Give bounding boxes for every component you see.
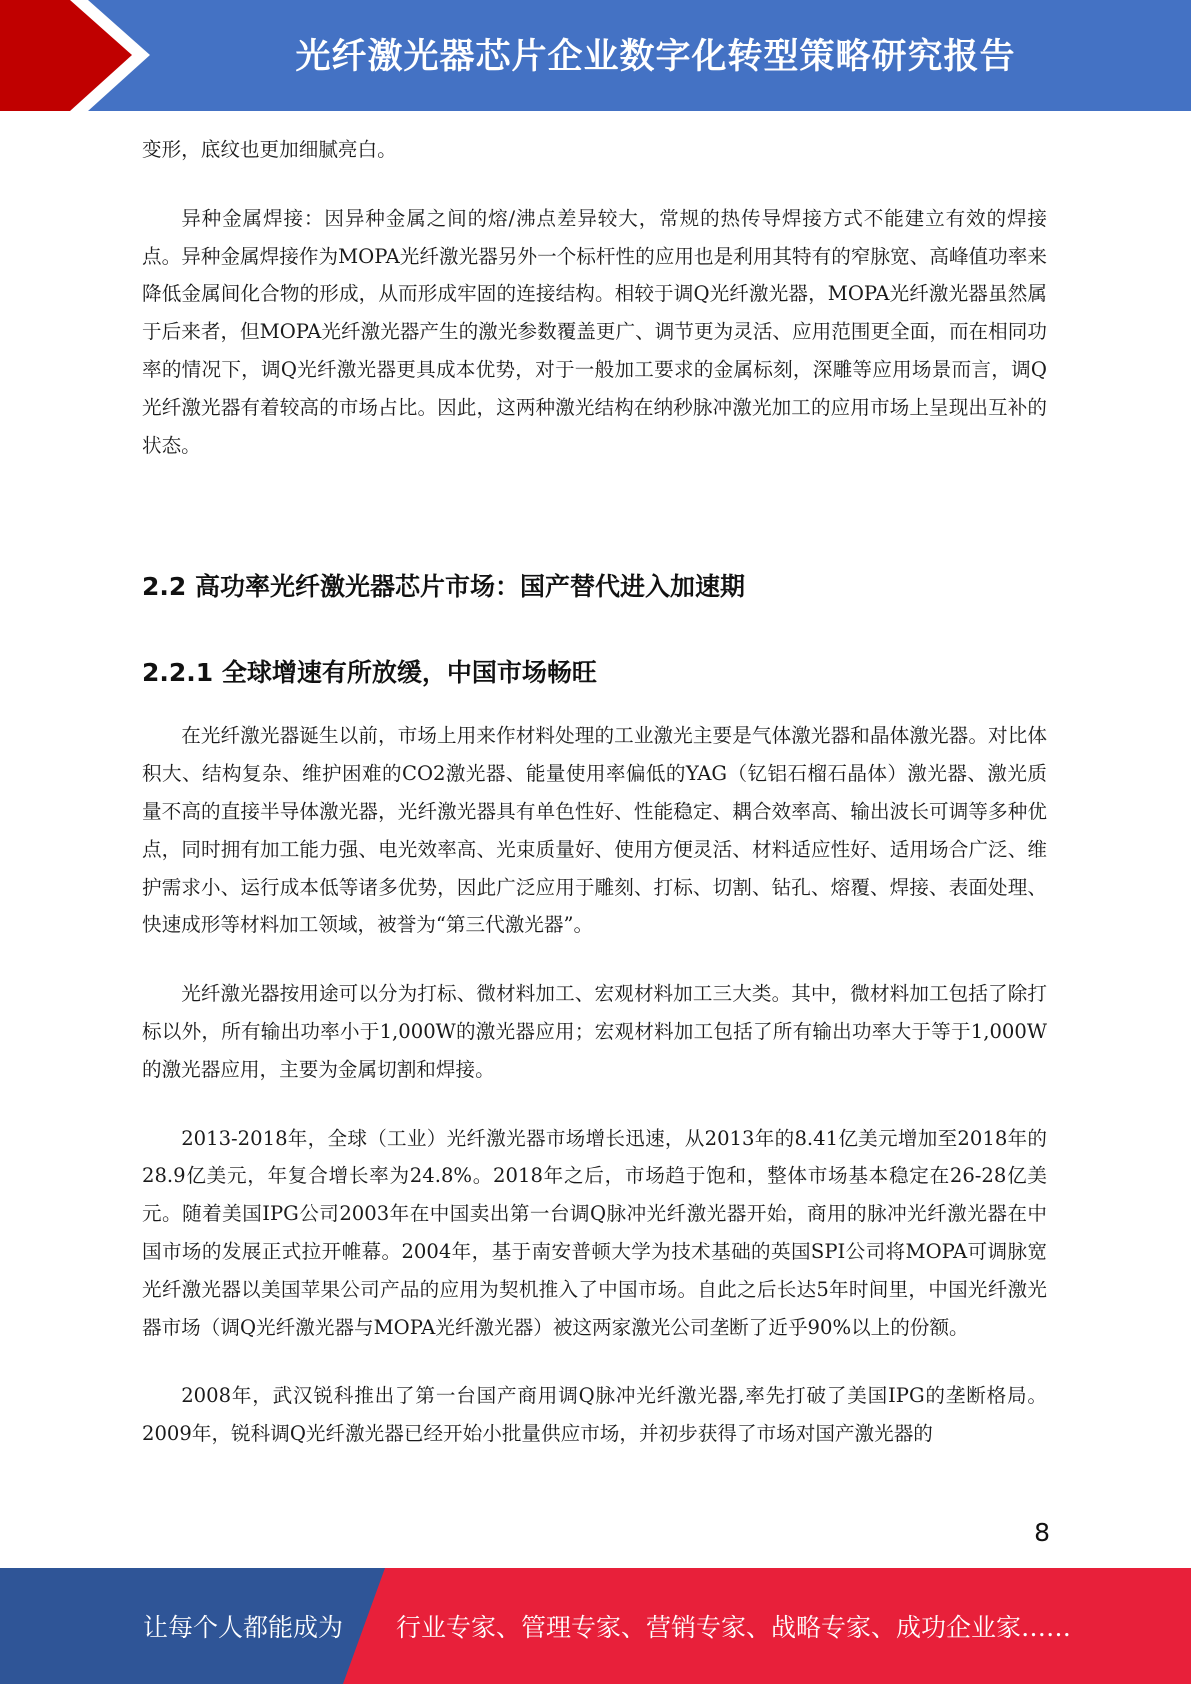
section-heading-2-2: 2.2 高功率光纤激光器芯片市场：国产替代进入加速期 bbox=[142, 572, 745, 602]
paragraph-domestic-breakthrough: 2008年，武汉锐科推出了第一台国产商用调Q脉冲光纤激光器,率先打破了美国IPG的垄断格局。2009年，锐科调Q光纤激光器已经开始小批量供应市场，并初步获得了市场对国产激光器的 bbox=[142, 1384, 1047, 1446]
paragraph-dissimilar-metal-welding: 异种金属焊接：因异种金属之间的熔/沸点差异较大，常规的热传导焊接方式不能建立有效的焊接点。异种金属焊接作为MOPA光纤激光器另外一个标杆性的应用也是利用其特有的窄脉宽、高峰值功率来降低金属间化合物的形成，从而形成牢固的连接结构。相较于调Q光纤激光器，MOPA光纤激光器虽然属于后来者，但MOPA光纤激光器产生的激光参数覆盖更广、调节更为灵活、应用范围更全面，而在相同功率的情况下，调Q光纤激光器更具成本优势，对于一般加工要求的金属标刻，深雕等应用场景而言，调Q光纤激光器有着较高的市场占比。因此，这两种激光结构在纳秒脉冲激光加工的应用市场上呈现出互补的状态。 bbox=[142, 206, 1047, 457]
page-number: 8 bbox=[1034, 1518, 1050, 1547]
page-content bbox=[142, 131, 1047, 1453]
paragraph-fiber-laser-classification: 光纤激光器按用途可以分为打标、微材料加工、宏观材料加工三大类。其中，微材料加工包括了除打标以外，所有输出功率小于1,000W的激光器应用；宏观材料加工包括了所有输出功率大于等于1,000W的激光器应用，主要为金属切割和焊接。 bbox=[142, 982, 1047, 1081]
paragraph-fiber-laser-advantages: 在光纤激光器诞生以前，市场上用来作材料处理的工业激光主要是气体激光器和晶体激光器。对比体积大、结构复杂、维护困难的CO2激光器、能量使用率偏低的YAG（钇铝石榴石晶体）激光器、激光质量不高的直接半导体激光器，光纤激光器具有单色性好、性能稳定、耦合效率高、输出波长可调等多种优点，同时拥有加工能力强、电光效率高、光束质量好、使用方便灵活、材料适应性好、适用场合广泛、维护需求小、运行成本低等诸多优势，因此广泛应用于雕刻、打标、切割、钻孔、熔覆、焊接、表面处理、快速成形等材料加工领域，被誉为“第三代激光器”。 bbox=[142, 724, 1047, 937]
page-header bbox=[0, 0, 1191, 111]
footer-slogan-left: 让每个人都能成为 bbox=[143, 1613, 344, 1642]
paragraph-global-market-growth: 2013-2018年，全球（工业）光纤激光器市场增长迅速，从2013年的8.41亿美元增加至2018年的28.9亿美元，年复合增长率为24.8%。2018年之后，市场趋于饱和，整体市场基本稳定在26-28亿美元。随着美国IPG公司2003年在中国卖出第一台调Q脉冲光纤激光器开始，商用的脉冲光纤激光器在中国市场的发展正式拉开帷幕。2004年，基于南安普顿大学为技术基础的英国SPI公司将MOPA可调脉宽光纤激光器以美国苹果公司产品的应用为契机推入了中国市场。自此之后长达5年时间里，中国光纤激光器市场（调Q光纤激光器与MOPA光纤激光器）被这两家激光公司垄断了近乎90%以上的份额。 bbox=[142, 1126, 1047, 1339]
page-footer bbox=[0, 1568, 1191, 1684]
report-title: 光纤激光器芯片企业数字化转型策略研究报告 bbox=[295, 37, 1016, 77]
paragraph-continuation: 变形，底纹也更加细腻亮白。 bbox=[142, 138, 397, 161]
section-heading-2-2-1: 2.2.1 全球增速有所放缓，中国市场畅旺 bbox=[142, 658, 597, 688]
footer-slogan-right: 行业专家、管理专家、营销专家、战略专家、成功企业家…… bbox=[396, 1613, 1072, 1642]
